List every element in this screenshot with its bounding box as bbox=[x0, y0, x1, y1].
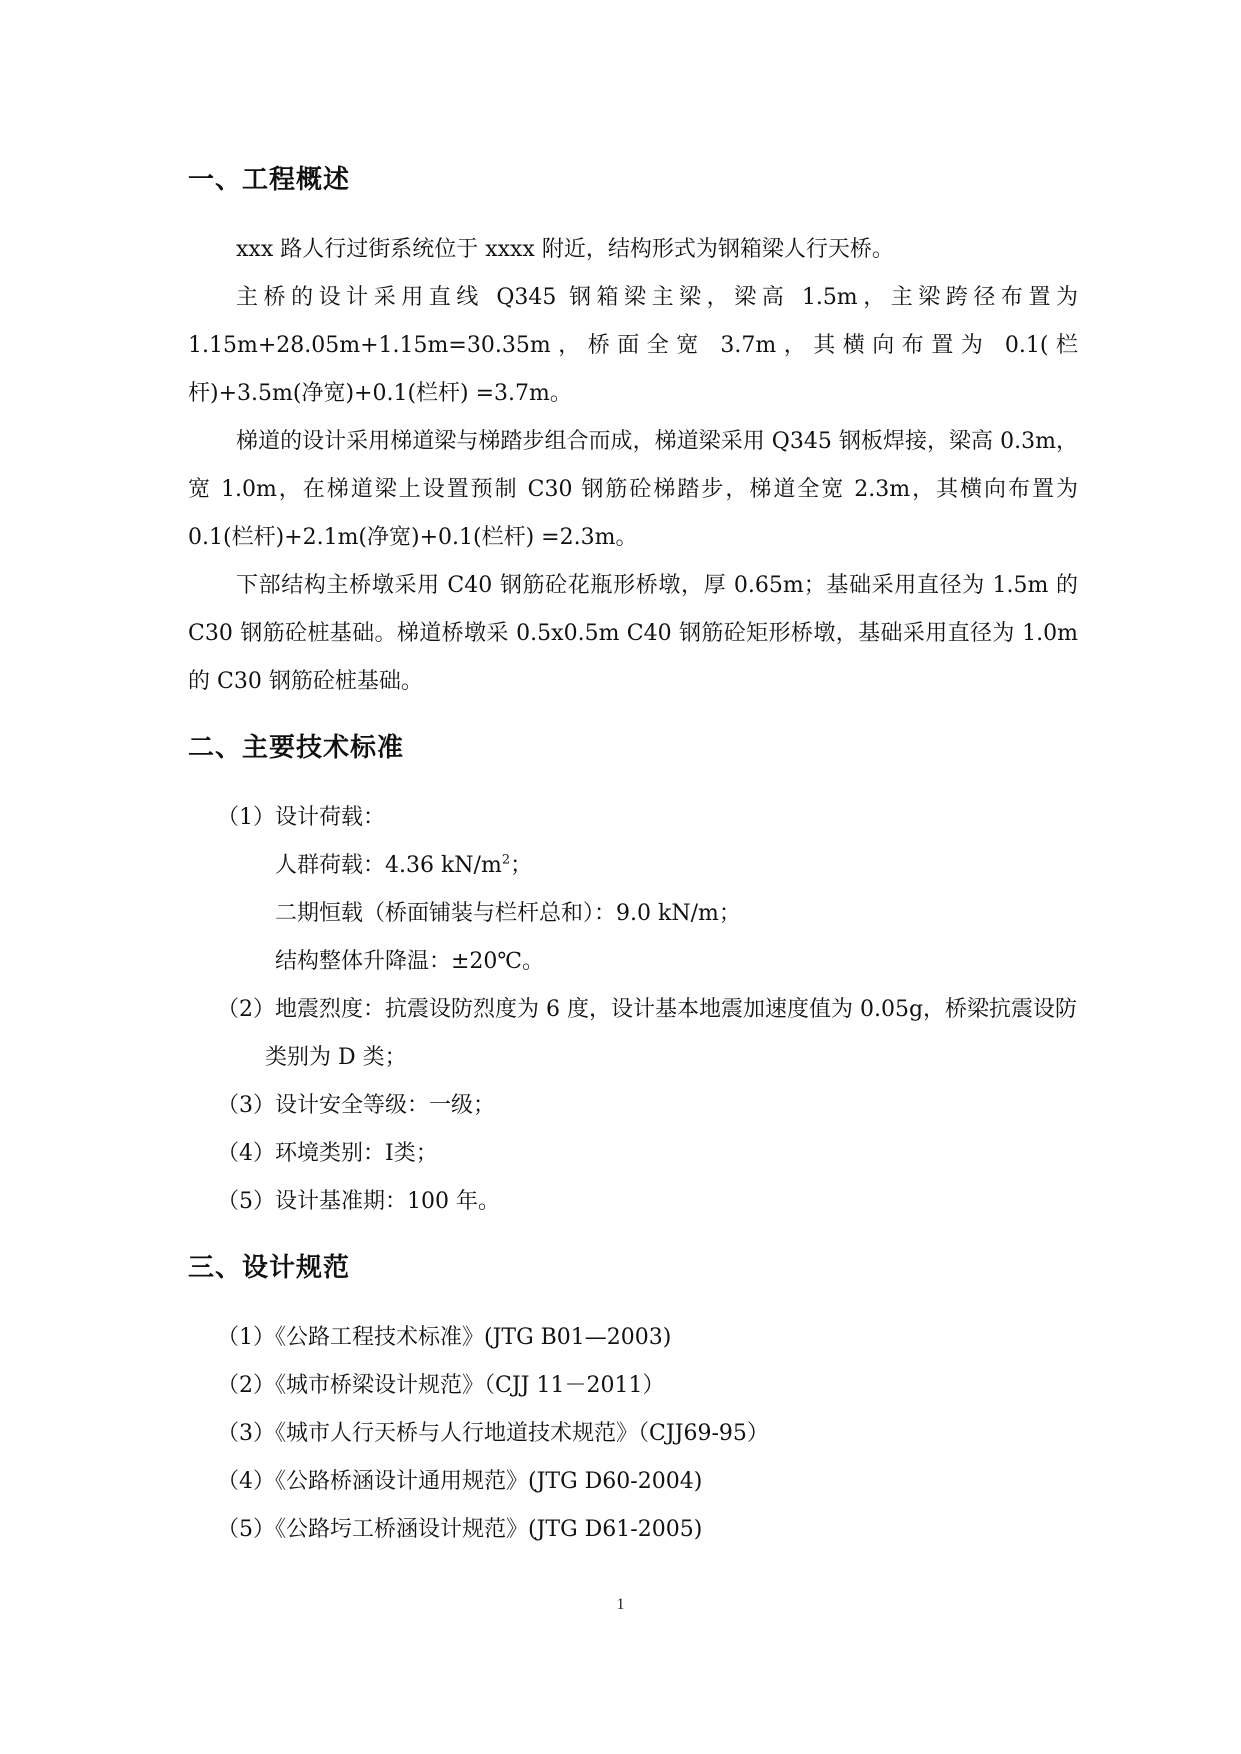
page-content bbox=[188, 160, 1078, 1554]
standard-item-seismic: （2）地震烈度：抗震设防烈度为 6 度，设计基本地震加速度值为 0.05g，桥梁抗震设防类别为 D 类； bbox=[217, 997, 1078, 1070]
code-item: （5）《公路圬工桥涵设计规范》(JTG D61-2005) bbox=[217, 1517, 703, 1542]
code-item: （1）《公路工程技术标准》(JTG B01—2003) bbox=[217, 1325, 672, 1350]
standard-item-design-period: （5）设计基准期：100 年。 bbox=[217, 1189, 500, 1214]
section-title-standards: 二、主要技术标准 bbox=[188, 733, 405, 763]
standard-item-load: （1）设计荷载： bbox=[217, 805, 385, 830]
overview-paragraph: 主桥的设计采用直线 Q345 钢箱梁主梁，梁高 1.5m，主梁跨径布置为 1.15m+28.05m+1.15m=30.35m，桥面全宽 3.7m，其横向布置为 0.1(栏杆)+3.5m(净宽)+0.1(栏杆) =3.7m。 bbox=[188, 285, 1078, 406]
standard-item-safety: （3）设计安全等级：一级； bbox=[217, 1093, 495, 1118]
crowd-load-line bbox=[188, 842, 1078, 890]
code-item: （3）《城市人行天桥与人行地道技术规范》（CJJ69-95） bbox=[217, 1421, 769, 1446]
crowd-load-superscript: 2 bbox=[501, 852, 511, 868]
overview-paragraph: 下部结构主桥墩采用 C40 钢筋砼花瓶形桥墩，厚 0.65m；基础采用直径为 1.5m 的 C30 钢筋砼桩基础。梯道桥墩采 0.5x0.5m C40 钢筋砼矩形桥墩，基础采用直径为 1.0m 的 C30 钢筋砼桩基础。 bbox=[188, 573, 1078, 694]
overview-paragraph: 梯道的设计采用梯道梁与梯踏步组合而成，梯道梁采用 Q345 钢板焊接，梁高 0.3m，宽 1.0m，在梯道梁上设置预制 C30 钢筋砼梯踏步，梯道全宽 2.3m，其横向布置为 0.1(栏杆)+2.1m(净宽)+0.1(栏杆) =2.3m。 bbox=[188, 429, 1078, 550]
code-item: （4）《公路桥涵设计通用规范》(JTG D60-2004) bbox=[217, 1469, 703, 1494]
section-title-overview: 一、工程概述 bbox=[188, 165, 351, 195]
section-title-codes: 三、设计规范 bbox=[188, 1253, 351, 1283]
code-item: （2）《城市桥梁设计规范》（CJJ 11－2011） bbox=[217, 1373, 665, 1398]
page-number: 1 bbox=[616, 1596, 625, 1613]
crowd-load-text: 人群荷载：4.36 kN/m bbox=[275, 853, 502, 878]
overview-paragraph: xxx 路人行过街系统位于 xxxx 附近，结构形式为钢箱梁人行天桥。 bbox=[236, 237, 894, 262]
standard-item-environment: （4）环境类别：Ⅰ类； bbox=[217, 1141, 438, 1166]
temperature-line: 结构整体升降温：±20℃。 bbox=[275, 949, 545, 974]
crowd-load-end: ； bbox=[510, 853, 533, 878]
dead-load-line: 二期恒载（桥面铺装与栏杆总和）：9.0 kN/m； bbox=[275, 901, 741, 926]
